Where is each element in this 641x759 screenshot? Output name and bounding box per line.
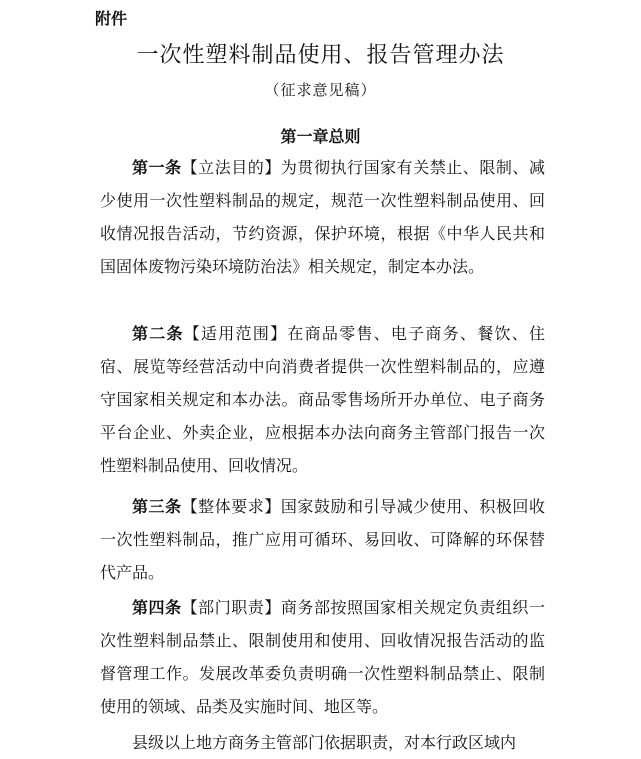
article-heading: 第一条 — [132, 158, 182, 177]
article-tag: 【立法目的】 — [181, 158, 281, 177]
chapter-title: 第一章总则 — [280, 127, 361, 146]
article-tag: 【部门职责】 — [181, 598, 281, 617]
article-heading: 第四条 — [132, 598, 182, 617]
article-tag: 【适用范围】 — [183, 324, 288, 343]
document-subtitle: （征求意见稿） — [264, 81, 377, 99]
attachment-label: 附件 — [95, 9, 128, 28]
article-body: 在商品零售、电子商务、餐饮、住宿、展览等经营活动中向消费者提供一次性塑料制品的，应遵守国家相关规定和本办法。商品零售场所开办单位、电子商务平台企业、外卖企业，应根据本办法向商务主管部门报告一次性塑料制品使用、回收情况。 — [100, 324, 545, 475]
article-body: 商务部按照国家相关规定负责组织一次性塑料制品禁止、限制使用和使用、回收情况报告活动的监督管理工作。发展改革委负责明确一次性塑料制品禁止、限制使用的领域、品类及实施时间、地区等。 — [100, 598, 545, 716]
article-body: 国家鼓励和引导减少使用、积极回收一次性塑料制品，推广应用可循环、易回收、可降解的环保替代产品。 — [100, 497, 545, 582]
trailing-paragraph: 县级以上地方商务主管部门依据职责，对本行政区域内 — [132, 733, 517, 752]
article-1 — [100, 151, 545, 283]
article-2 — [100, 317, 545, 482]
article-tag: 【整体要求】 — [181, 497, 281, 516]
article-heading: 第三条 — [132, 497, 182, 516]
article-3 — [100, 490, 545, 589]
document-title: 一次性塑料制品使用、报告管理办法 — [136, 43, 505, 68]
article-4 — [100, 591, 545, 723]
article-heading: 第二条 — [132, 324, 184, 343]
article-body: 为贯彻执行国家有关禁止、限制、减少使用一次性塑料制品的规定，规范一次性塑料制品使用、回收情况报告活动，节约资源，保护环境，根据《中华人民共和国固体废物污染环境防治法》相关规定，制定本办法。 — [100, 158, 545, 276]
